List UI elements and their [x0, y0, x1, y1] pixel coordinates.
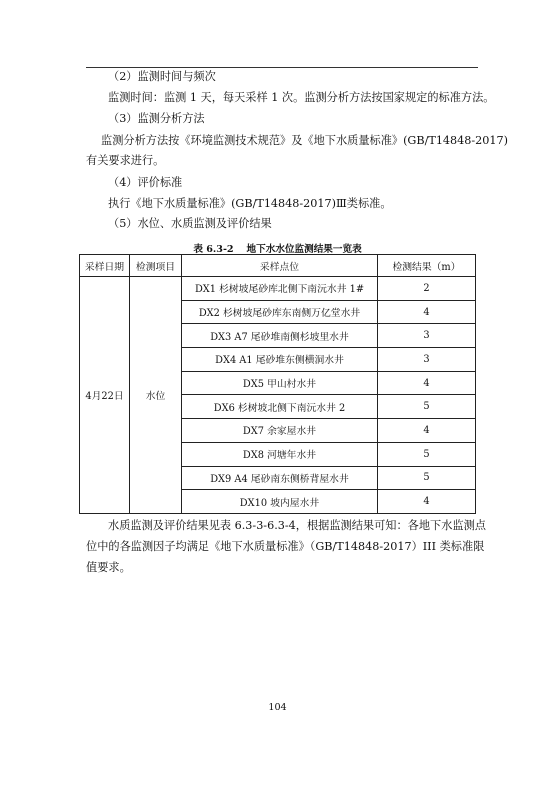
- heading-analysis-method: （3）监测分析方法: [108, 112, 205, 125]
- date-cell: 4月22日: [80, 277, 130, 514]
- heading-evaluation-standard: （4）评价标准: [108, 176, 183, 189]
- header-rule: [86, 67, 478, 68]
- site-cell: DX1 杉树坡尾砂库北侧下南沅水井 1#: [182, 277, 378, 301]
- table-header-row: [80, 255, 476, 277]
- item-cell: 水位: [130, 277, 182, 514]
- site-cell: DX8 河塘年水井: [182, 442, 378, 466]
- paragraph-monitoring-time: 监测时间：监测 1 天，每天采样 1 次。监测分析方法按国家规定的标准方法。: [108, 91, 495, 104]
- site-cell: DX4 A1 尾砂堆东侧横洞水井: [182, 348, 378, 372]
- table-caption: 表 6.3-2 地下水水位监测结果一览表: [193, 244, 362, 255]
- result-cell: 3: [378, 324, 476, 348]
- result-cell: 4: [378, 490, 476, 514]
- paragraph-quality-results: 水质监测及评价结果见表 6.3-3-6.3-4，根据监测结果可知：各地下水监测点: [108, 519, 486, 532]
- paragraph-analysis-method-cont: 有关要求进行。: [86, 154, 165, 167]
- site-cell: DX3 A7 尾砂堆南侧杉坡里水井: [182, 324, 378, 348]
- site-cell: DX10 坡内屋水井: [182, 490, 378, 514]
- site-cell: DX6 杉树坡北侧下南沅水井 2: [182, 395, 378, 419]
- water-level-table: [79, 254, 476, 514]
- result-cell: 4: [378, 371, 476, 395]
- header-item: 检测项目: [130, 255, 182, 277]
- result-cell: 5: [378, 466, 476, 490]
- header-site: 采样点位: [182, 255, 378, 277]
- heading-monitoring-time: （2）监测时间与频次: [108, 70, 216, 83]
- site-cell: DX9 A4 尾砂南东侧桥背屋水井: [182, 466, 378, 490]
- paragraph-analysis-method: 监测分析方法按《环境监测技术规范》及《地下水质量标准》(GB/T14848-2017): [101, 134, 509, 147]
- result-cell: 4: [378, 419, 476, 443]
- paragraph-quality-results-cont: 位中的各监测因子均满足《地下水质量标准》（GB/T14848-2017）III 类标准限: [86, 540, 485, 553]
- paragraph-quality-results-end: 值要求。: [86, 561, 131, 574]
- result-cell: 5: [378, 395, 476, 419]
- site-cell: DX7 余家屋水井: [182, 419, 378, 443]
- site-cell: DX5 甲山村水井: [182, 371, 378, 395]
- paragraph-evaluation-standard: 执行《地下水质量标准》(GB/T14848-2017)Ⅲ类标准。: [108, 197, 392, 210]
- page-number: 104: [268, 702, 287, 713]
- table-row: [80, 277, 476, 301]
- site-cell: DX2 杉树坡尾砂库东南侧万亿堂水井: [182, 300, 378, 324]
- result-cell: 4: [378, 300, 476, 324]
- result-cell: 5: [378, 442, 476, 466]
- header-date: 采样日期: [80, 255, 130, 277]
- heading-results: （5）水位、水质监测及评价结果: [108, 217, 272, 230]
- header-result: 检测结果（m）: [378, 255, 476, 277]
- result-cell: 3: [378, 348, 476, 372]
- result-cell: 2: [378, 277, 476, 301]
